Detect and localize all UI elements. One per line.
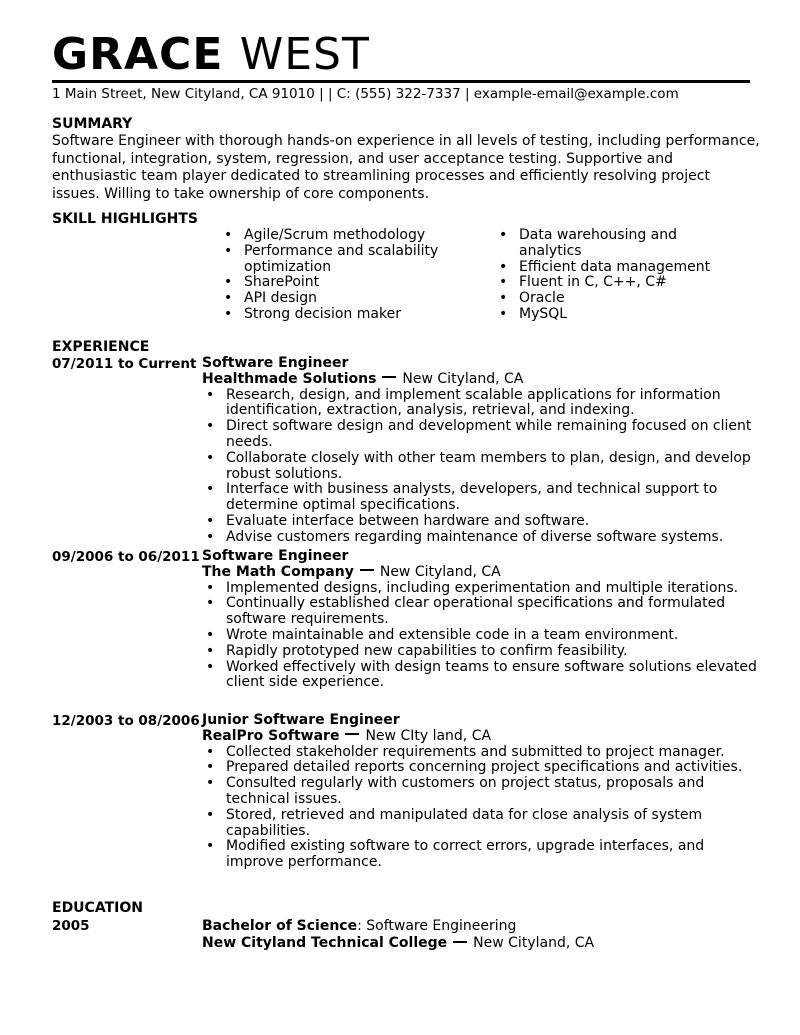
job-employer (202, 372, 762, 388)
job-details (202, 356, 762, 546)
skills-heading: SKILL HIGHLIGHTS (52, 211, 198, 227)
job-bullet: • Modified existing software to correct errors, upgrade interfaces, and improve performance. (202, 839, 762, 871)
skills-list (220, 228, 735, 323)
school-line (202, 935, 762, 952)
last-name: WEST (239, 29, 370, 80)
first-name: GRACE (52, 29, 224, 80)
job-bullet: • Consulted regularly with customers on project status, proposals and technical issues. (202, 776, 762, 808)
job-bullet: • Wrote maintainable and extensible code in a team environment. (202, 628, 762, 644)
job-bullet: • Worked effectively with design teams to ensure software solutions elevated client side experience. (202, 660, 762, 692)
skill-item: • Efficient data management (495, 260, 735, 276)
job-bullet: • Continually established clear operational specifications and formulated software requirements. (202, 596, 762, 628)
job-location: New Cityland, CA (379, 563, 501, 580)
job-bullet: • Collected stakeholder requirements and submitted to project manager. (202, 745, 762, 761)
skills-column-right (495, 228, 735, 323)
summary-heading: SUMMARY (52, 116, 133, 132)
job-bullet: • Direct software design and development while remaining focused on client needs. (202, 419, 762, 451)
dash-separator (345, 733, 359, 735)
job-bullet: • Advise customers regarding maintenance of diverse software systems. (202, 530, 762, 546)
skill-item: • Strong decision maker (220, 307, 460, 323)
job-location: New CIty land, CA (365, 727, 492, 744)
job-bullet: • Stored, retrieved and manipulated data for close analysis of system capabilities. (202, 808, 762, 840)
skill-item: • Data warehousing and analytics (495, 228, 735, 260)
job-employer (202, 565, 762, 581)
skill-item: • Agile/Scrum methodology (220, 228, 460, 244)
job-bullet: • Research, design, and implement scalable applications for information identification, extraction, analysis, retrieval, and indexing. (202, 388, 762, 420)
company-name: RealPro Software (202, 727, 340, 744)
skill-item: • SharePoint (220, 275, 460, 291)
skills-column-left (220, 228, 460, 323)
job-bullets (202, 581, 762, 692)
degree-name: Bachelor of Science (202, 918, 358, 934)
job-dates: 12/2003 to 08/2006 (52, 713, 200, 729)
skill-item: • Fluent in C, C++, C# (495, 275, 735, 291)
job-bullet: • Interface with business analysts, developers, and technical support to determine optimal specifications. (202, 482, 762, 514)
skill-item: • Oracle (495, 291, 735, 307)
job-details (202, 713, 762, 871)
job-dates: 09/2006 to 06/2011 (52, 549, 200, 565)
job-bullets (202, 388, 762, 546)
summary-text: Software Engineer with thorough hands-on experience in all levels of testing, including performance, functional, integration, system, regression, and user acceptance testing. Supportive and enthusiastic team player dedicated to streamlining processes and efficiently resolving project issues. Willing to take ownership of core components. (52, 133, 760, 202)
job-bullet: • Collaborate closely with other team members to plan, design, and develop robust solutions. (202, 451, 762, 483)
education-details (202, 918, 762, 952)
skill-item: • MySQL (495, 307, 735, 323)
education-heading: EDUCATION (52, 900, 143, 916)
skill-item: • API design (220, 291, 460, 307)
education-year: 2005 (52, 918, 90, 934)
job-details (202, 549, 762, 691)
dash-separator (360, 569, 374, 571)
company-name: Healthmade Solutions (202, 370, 377, 387)
candidate-name (52, 30, 370, 80)
school-location: New Cityland, CA (473, 935, 595, 951)
job-bullet: • Evaluate interface between hardware and software. (202, 514, 762, 530)
job-employer (202, 729, 762, 745)
skill-item: • Performance and scalability optimization (220, 244, 460, 276)
degree-line (202, 918, 762, 935)
dash-separator (382, 376, 396, 378)
job-bullet: • Prepared detailed reports concerning project specifications and activities. (202, 760, 762, 776)
contact-line: 1 Main Street, New Cityland, CA 91010 | | C: (555) 322-7337 | example-email@example.com (52, 86, 679, 102)
job-location: New Cityland, CA (402, 370, 524, 387)
job-title: Software Engineer (202, 355, 349, 371)
job-bullets (202, 745, 762, 871)
job-bullet: • Implemented designs, including experimentation and multiple iterations. (202, 581, 762, 597)
job-title: Software Engineer (202, 548, 349, 564)
dash-separator (453, 941, 467, 943)
job-dates: 07/2011 to Current (52, 356, 197, 372)
degree-field: : Software Engineering (357, 918, 517, 934)
school-name: New Cityland Technical College (202, 935, 448, 951)
company-name: The Math Company (202, 563, 354, 580)
header-rule (52, 80, 750, 83)
experience-heading: EXPERIENCE (52, 339, 150, 355)
job-bullet: • Rapidly prototyped new capabilities to confirm feasibility. (202, 644, 762, 660)
job-title: Junior Software Engineer (202, 712, 400, 728)
